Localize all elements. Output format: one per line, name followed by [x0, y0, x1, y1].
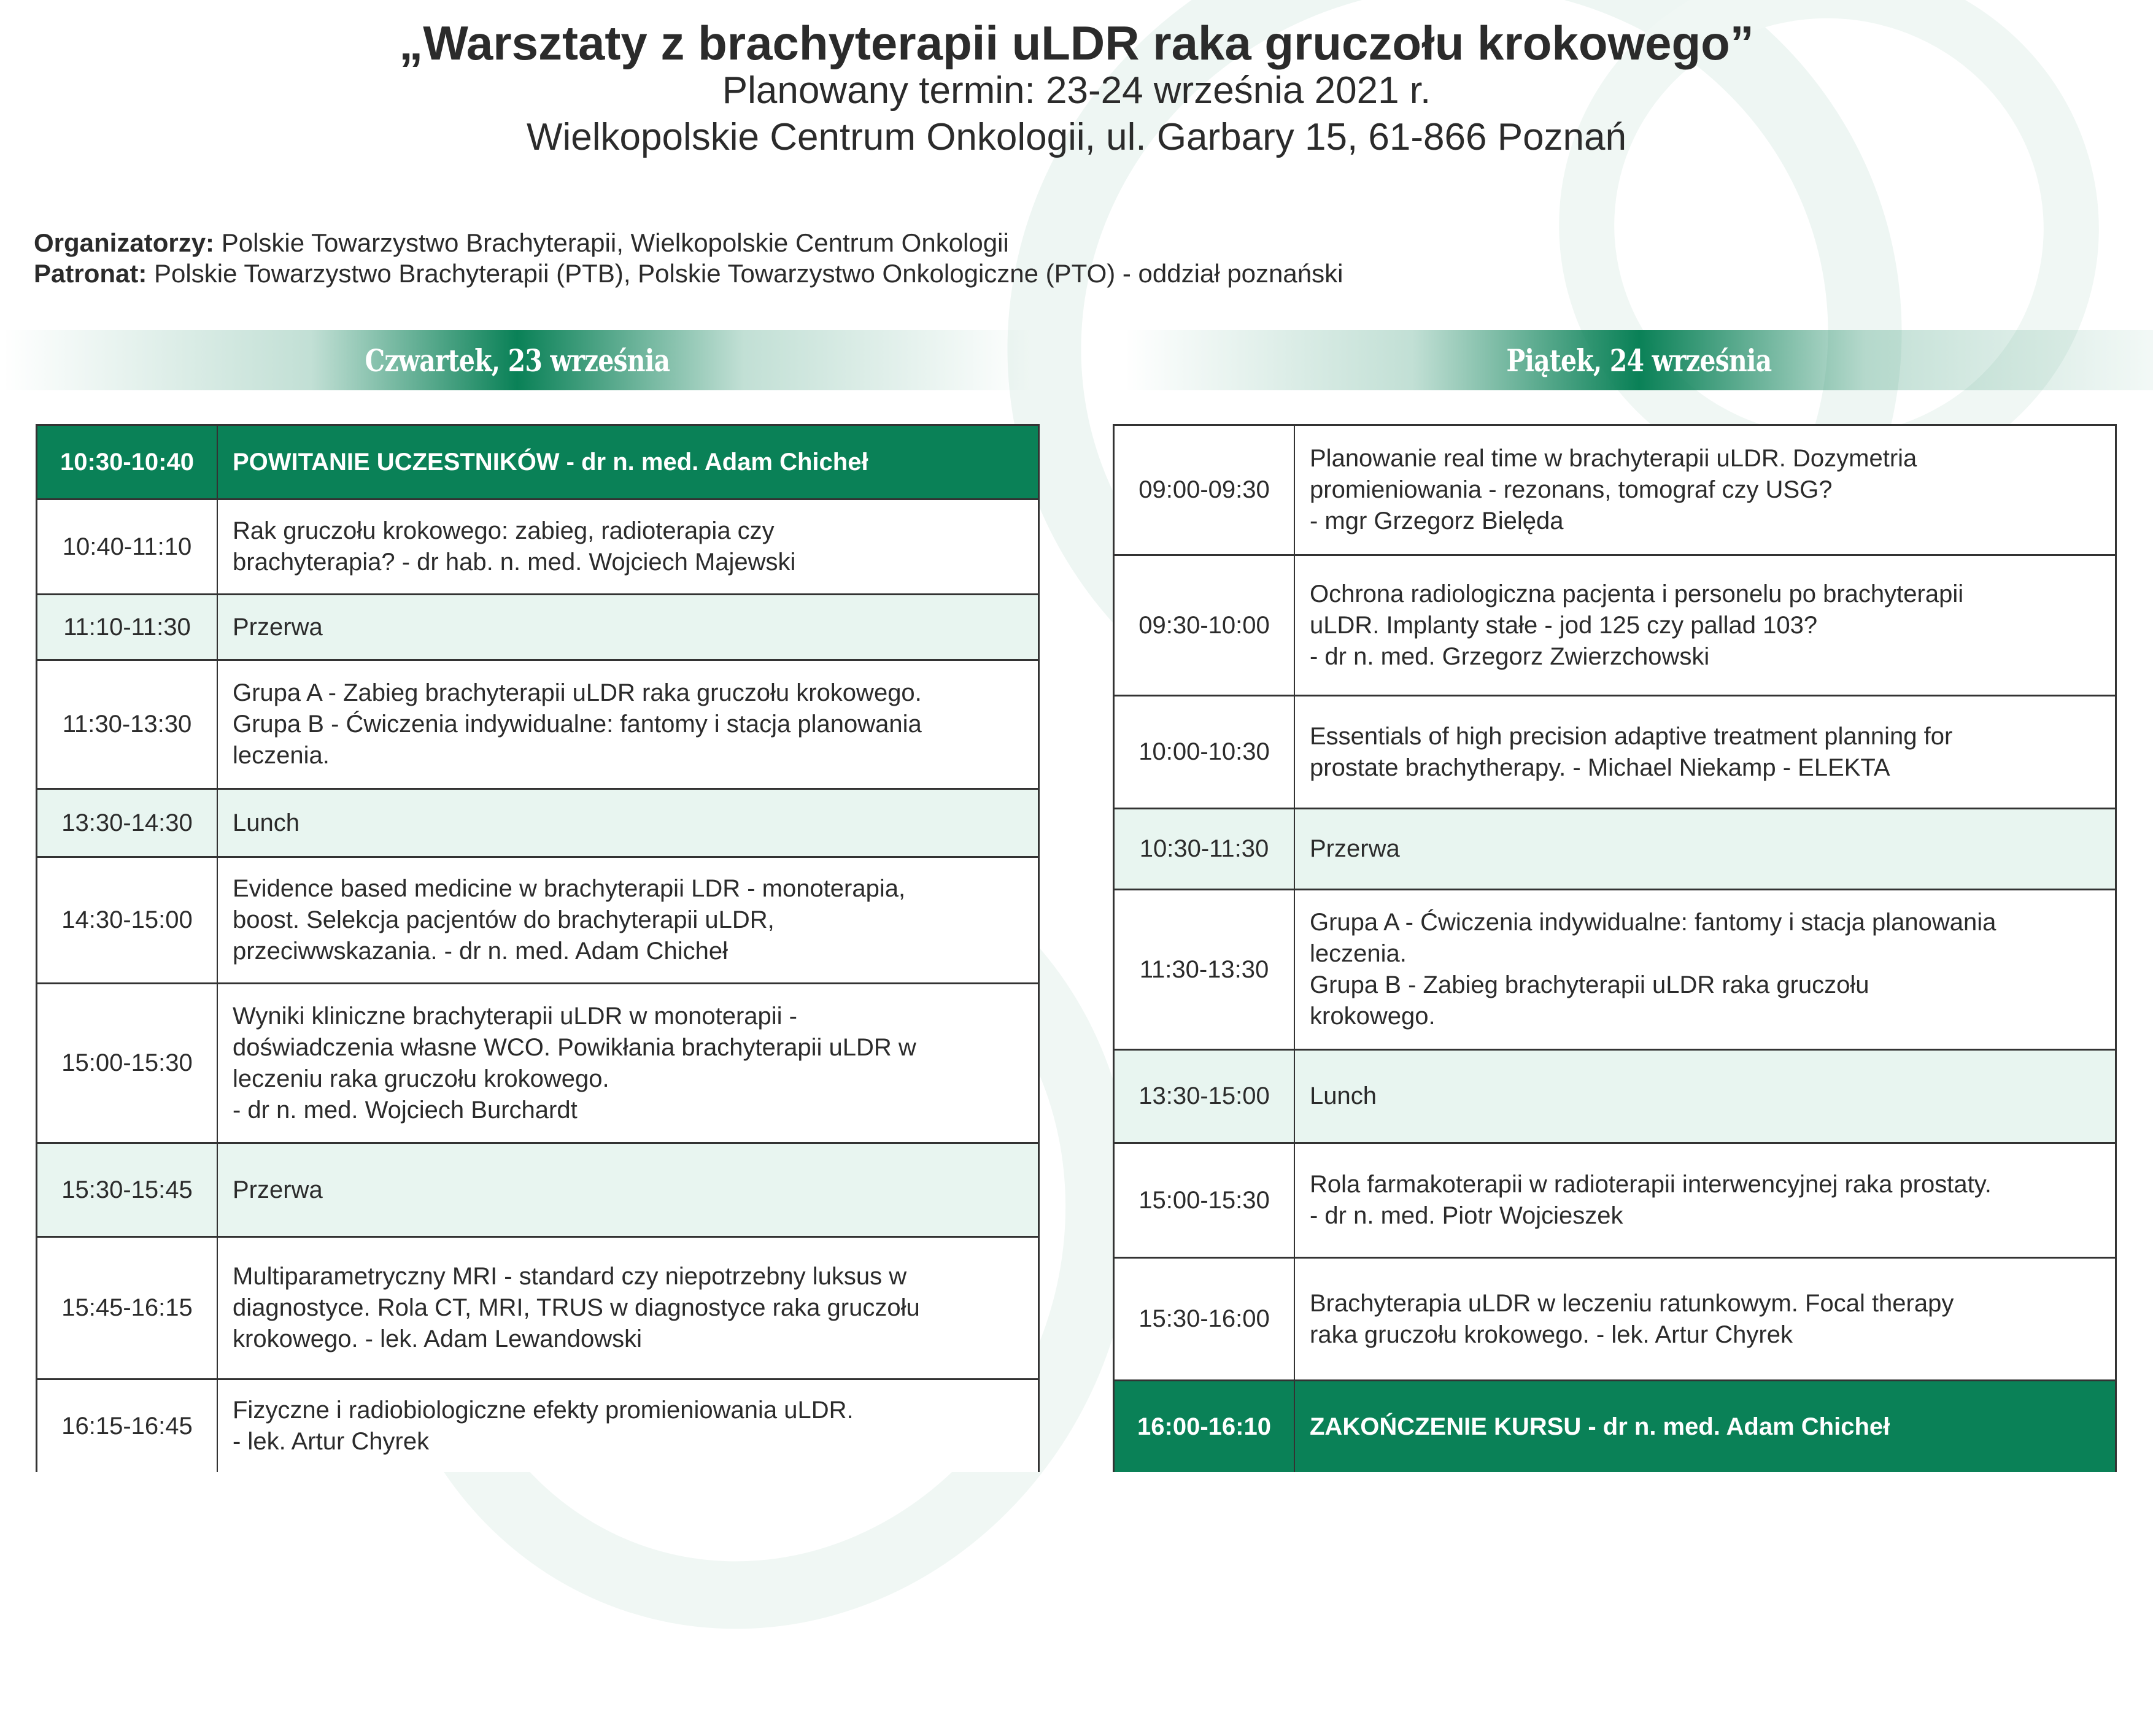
session-description: Multiparametryczny MRI - standard czy niepotrzebny luksus w diagnostyce. Rola CT, MRI, TRUS w diagnostyce raka gruczołu krokowego. - lek. Adam Lewandowski	[233, 1263, 920, 1352]
session-description: Rola farmakoterapii w radioterapii interwencyjnej raka prostaty. - dr n. med. Piotr Wojcieszek	[1310, 1171, 1992, 1229]
schedule-row	[37, 1380, 1038, 1472]
schedule-row	[37, 984, 1038, 1144]
time-slot: 10:40-11:10	[37, 500, 218, 593]
day-header-thursday	[3, 330, 1031, 390]
session-description: Ochrona radiologiczna pacjenta i personelu po brachyterapii uLDR. Implanty stałe - jod 125 czy pallad 103? - dr n. med. Grzegorz Zwierzchowski	[1310, 580, 1964, 670]
time-slot: 15:45-16:15	[37, 1238, 218, 1378]
patronage-value: Polskie Towarzystwo Brachyterapii (PTB), Polskie Towarzystwo Onkologiczne (PTO) - oddział poznański	[147, 259, 1343, 288]
time-slot: 15:00-15:30	[37, 984, 218, 1142]
schedule-row	[37, 1238, 1038, 1380]
time-slot: 13:30-15:00	[1115, 1051, 1295, 1142]
session-description: POWITANIE UCZESTNIKÓW - dr n. med. Adam Chicheł	[233, 448, 868, 476]
time-slot: 09:00-09:30	[1115, 426, 1295, 554]
schedule-row	[1115, 1144, 2115, 1259]
schedule-row	[1115, 809, 2115, 890]
session-description: Przerwa	[1310, 835, 1400, 862]
session-description: Grupa A - Zabieg brachyterapii uLDR raka gruczołu krokowego. Grupa B - Ćwiczenia indywidualne: fantomy i stacja planowania leczenia.	[233, 679, 922, 769]
schedule-row	[1115, 890, 2115, 1051]
session-description: Fizyczne i radiobiologiczne efekty promieniowania uLDR. - lek. Artur Chyrek	[233, 1397, 854, 1455]
session-description: Wyniki kliniczne brachyterapii uLDR w monoterapii - doświadczenia własne WCO. Powikłania brachyterapii uLDR w leczeniu raka gruczołu krokowego. - dr n. med. Wojciech Burchardt	[233, 1002, 916, 1124]
organizers-line	[34, 227, 1009, 259]
schedule-row	[37, 500, 1038, 595]
event-venue: Wielkopolskie Centrum Onkologii, ul. Garbary 15, 61-866 Poznań	[526, 116, 1626, 158]
organizers-value: Polskie Towarzystwo Brachyterapii, Wielkopolskie Centrum Onkologii	[214, 228, 1009, 257]
schedule-row	[1115, 1051, 2115, 1144]
schedule-row	[37, 790, 1038, 858]
day-heading: Czwartek, 23 września	[365, 342, 670, 379]
session-description: Rak gruczołu krokowego: zabieg, radioterapia czy brachyterapia? - dr hab. n. med. Wojciech Majewski	[233, 517, 796, 576]
schedule-row	[37, 426, 1038, 500]
session-description: Essentials of high precision adaptive treatment planning for prostate brachytherapy. - Michael Niekamp - ELEKTA	[1310, 722, 1953, 781]
schedule-row	[37, 1144, 1038, 1238]
time-slot: 11:10-11:30	[37, 595, 218, 659]
session-description: Lunch	[1310, 1082, 1377, 1109]
time-slot: 11:30-13:30	[1115, 890, 1295, 1049]
patronage-label: Patronat:	[34, 259, 147, 288]
session-description: Przerwa	[233, 613, 323, 641]
schedule-row	[1115, 1381, 2115, 1472]
time-slot: 11:30-13:30	[37, 661, 218, 788]
session-description: Planowanie real time w brachyterapii uLDR. Dozymetria promieniowania - rezonans, tomograf czy USG? - mgr Grzegorz Bielęda	[1310, 445, 1917, 534]
session-description: Lunch	[233, 809, 300, 836]
time-slot: 15:30-16:00	[1115, 1259, 1295, 1379]
time-slot: 10:00-10:30	[1115, 696, 1295, 808]
session-description: Grupa A - Ćwiczenia indywidualne: fantomy i stacja planowania leczenia. Grupa B - Zabieg brachyterapii uLDR raka gruczołu krokowego.	[1310, 909, 1996, 1030]
schedule-row	[37, 661, 1038, 790]
schedule-row	[37, 858, 1038, 984]
day-heading: Piątek, 24 września	[1506, 342, 1772, 379]
time-slot: 15:30-15:45	[37, 1144, 218, 1236]
page-title: „Warsztaty z brachyterapii uLDR raka gruczołu krokowego”	[399, 16, 1754, 70]
schedule-row	[1115, 696, 2115, 809]
time-slot: 09:30-10:00	[1115, 556, 1295, 695]
time-slot: 14:30-15:00	[37, 858, 218, 982]
time-slot: 15:00-15:30	[1115, 1144, 1295, 1257]
time-slot: 10:30-11:30	[1115, 809, 1295, 889]
session-description: Evidence based medicine w brachyterapii LDR - monoterapia, boost. Selekcja pacjentów do brachyterapii uLDR, przeciwwskazania. - dr n. med. Adam Chicheł	[233, 875, 906, 965]
schedule-table-friday	[1113, 424, 2117, 1472]
session-description: Przerwa	[233, 1176, 323, 1203]
schedule-row	[1115, 426, 2115, 556]
time-slot: 16:00-16:10	[1115, 1381, 1295, 1472]
time-slot: 16:15-16:45	[37, 1380, 218, 1472]
organizers-label: Organizatorzy:	[34, 228, 215, 257]
schedule-row	[1115, 1259, 2115, 1381]
schedule-row	[1115, 556, 2115, 696]
time-slot: 13:30-14:30	[37, 790, 218, 856]
day-header-friday	[1125, 330, 2153, 390]
session-description: Brachyterapia uLDR w leczeniu ratunkowym. Focal therapy raka gruczołu krokowego. - lek. Artur Chyrek	[1310, 1289, 1954, 1348]
event-date: Planowany termin: 23-24 września 2021 r.	[722, 69, 1431, 112]
time-slot: 10:30-10:40	[37, 426, 218, 498]
schedule-row	[37, 595, 1038, 661]
schedule-table-thursday	[36, 424, 1040, 1472]
session-description: ZAKOŃCZENIE KURSU - dr n. med. Adam Chicheł	[1310, 1413, 1890, 1440]
patronage-line	[34, 258, 1343, 290]
